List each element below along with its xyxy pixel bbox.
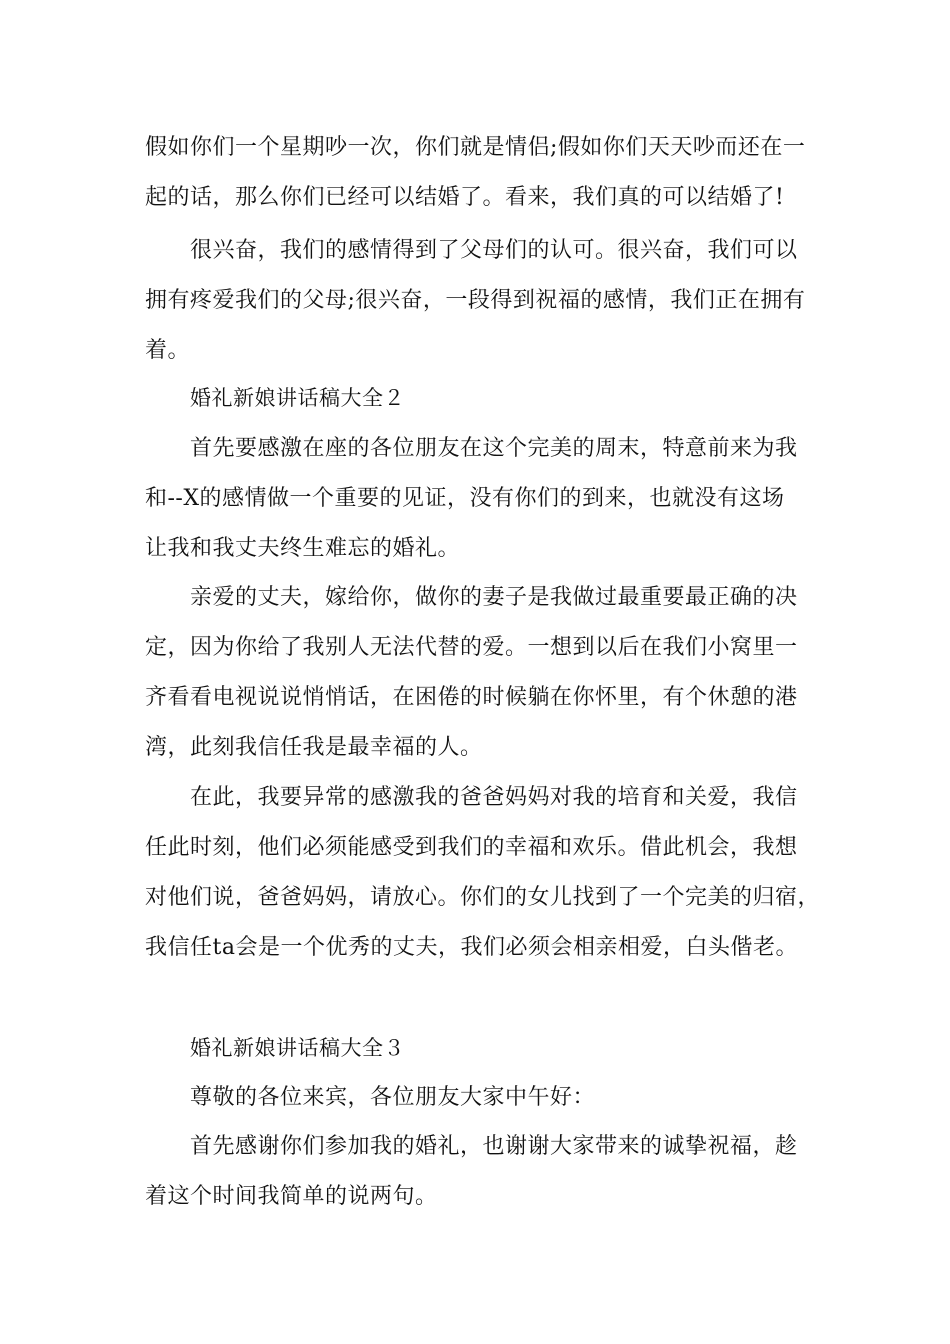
text-line: 尊敬的各位来宾，各位朋友大家中午好： [190,1085,596,1110]
text-line: 很兴奋，我们的感情得到了父母们的认可。很兴奋，我们可以 [190,238,798,263]
text-line: 和--X的感情做一个重要的见证，没有你们的到来，也就没有这场 [145,486,785,511]
heading-text: 婚礼新娘讲话稿大全３ [190,1036,405,1060]
text-line: 任此时刻，他们必须能感受到我们的幸福和欢乐。借此机会，我想 [145,835,798,860]
text-line: 亲爱的丈夫，嫁给你，做你的妻子是我做过最重要最正确的决 [190,585,798,610]
text-line: 拥有疼爱我们的父母;很兴奋，一段得到祝福的感情，我们正在拥有 [145,288,806,313]
paragraph-3 [145,424,825,574]
paragraph-2 [145,226,825,376]
section-heading-2 [145,373,825,423]
text-line: 我信任ta会是一个优秀的丈夫，我们必须会相亲相爱，白头偕老。 [145,935,798,960]
text-line: 在此，我要异常的感激我的爸爸妈妈对我的培育和关爱，我信 [190,785,798,810]
text-line: 让我和我丈夫终生难忘的婚礼。 [145,536,461,561]
section-heading-3 [145,1023,825,1073]
paragraph-4 [145,573,825,773]
text-line: 着这个时间我简单的说两句。 [145,1184,438,1209]
paragraph-5 [145,773,825,973]
text-line: 湾，此刻我信任我是最幸福的人。 [145,735,483,760]
text-line: 齐看看电视说说悄悄话，在困倦的时候躺在你怀里，有个休憩的港 [145,685,798,710]
paragraph-7 [145,1122,825,1222]
text-line: 首先感谢你们参加我的婚礼，也谢谢大家带来的诚挚祝福，趁 [190,1134,798,1159]
text-line: 假如你们一个星期吵一次，你们就是情侣;假如你们天天吵而还在一 [145,135,806,160]
heading-text: 婚礼新娘讲话稿大全２ [190,386,405,410]
text-line: 起的话，那么你们已经可以结婚了。看来，我们真的可以结婚了! [145,185,785,210]
paragraph-1 [145,123,825,223]
text-line: 着。 [145,338,191,363]
text-line: 定，因为你给了我别人无法代替的爱。一想到以后在我们小窝里一 [145,635,798,660]
text-line: 对他们说，爸爸妈妈，请放心。你们的女儿找到了一个完美的归宿， [145,885,821,910]
salutation [145,1073,825,1123]
text-line: 首先要感激在座的各位朋友在这个完美的周末，特意前来为我 [190,436,798,461]
